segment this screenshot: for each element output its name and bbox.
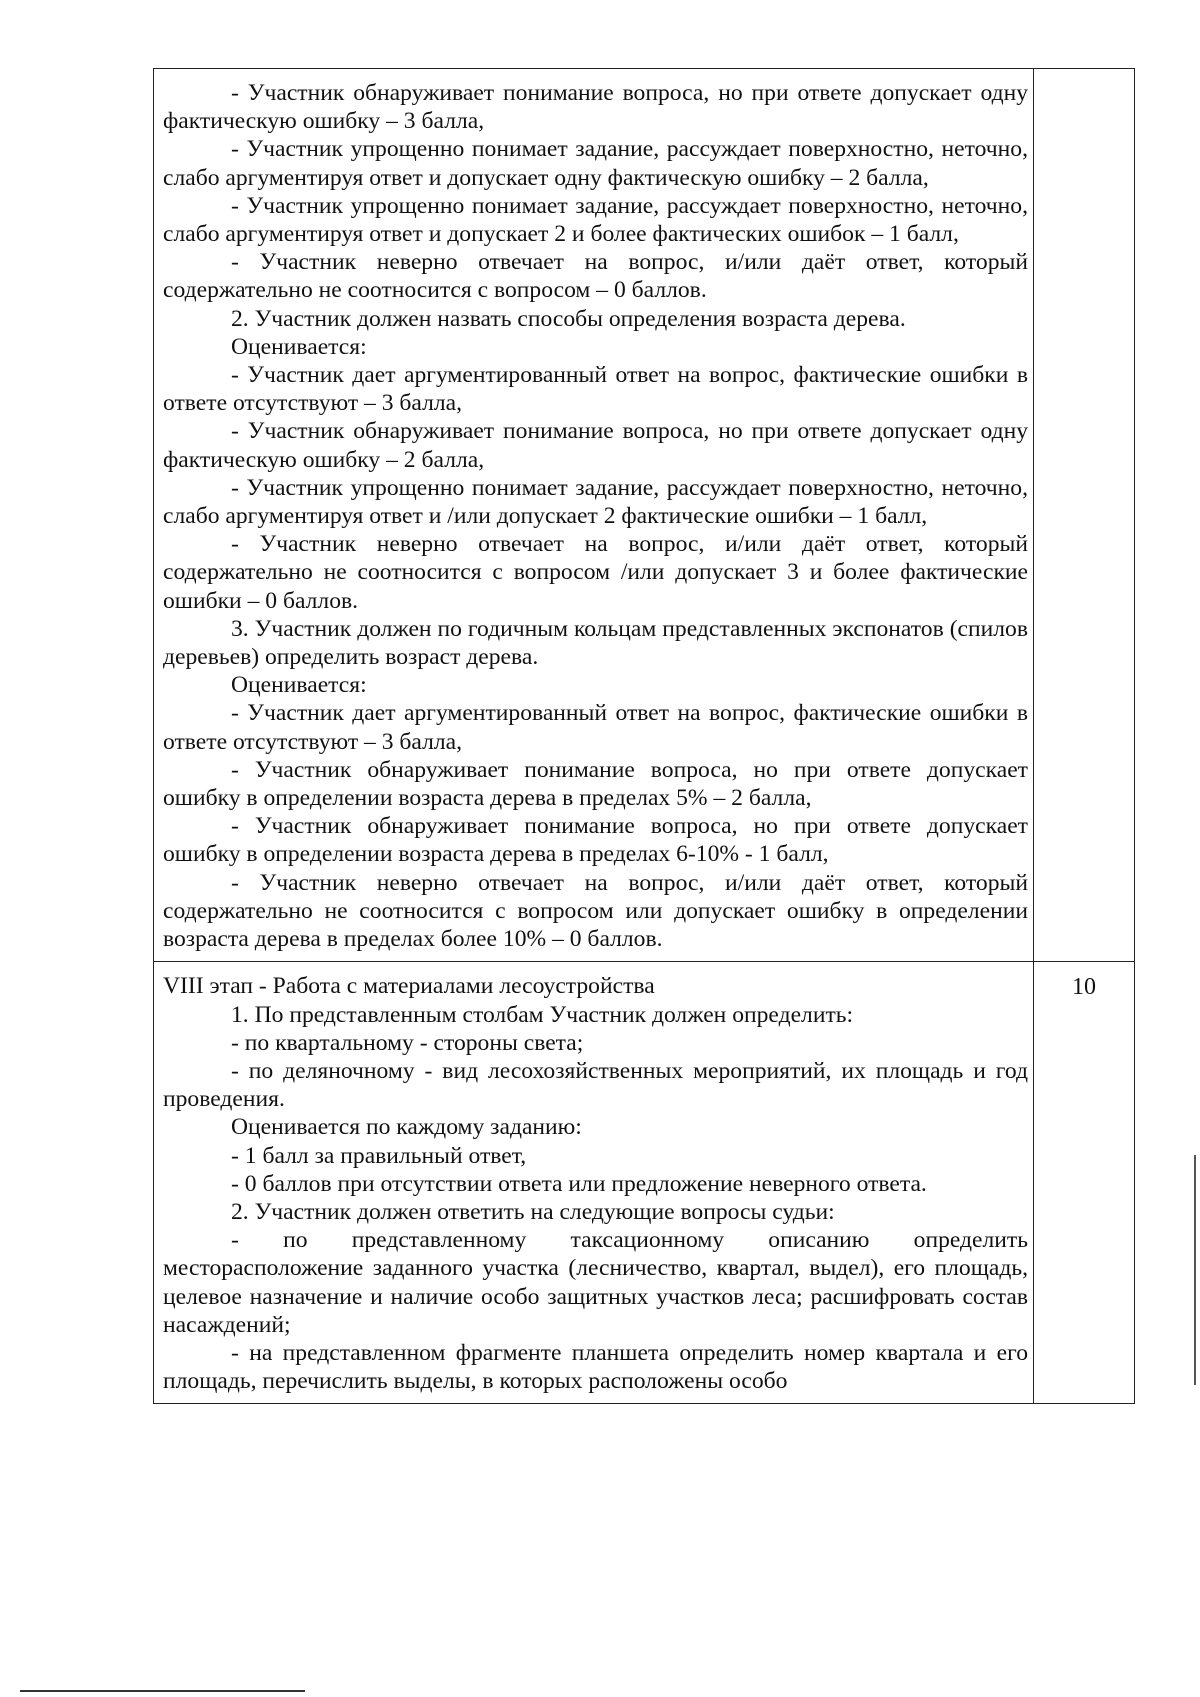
- criteria-paragraph: - Участник неверно отвечает на вопрос, и/или даёт ответ, который содержательно не соотносится с вопросом или допускает ошибку в определении возраста дерева в пределах более 10% – 0 баллов.: [163, 869, 1028, 953]
- criteria-paragraph: - Участник обнаруживает понимание вопроса, но при ответе допускает одну фактическую ошибку – 2 балла,: [163, 418, 1028, 473]
- criteria-paragraph: Оценивается:: [231, 672, 367, 699]
- criteria-paragraph: 2. Участник должен назвать способы определения возраста дерева.: [231, 305, 906, 332]
- criteria-paragraph: - Участник неверно отвечает на вопрос, и/или даёт ответ, который содержательно не соотносится с вопросом – 0 баллов.: [163, 249, 1028, 304]
- criteria-table: [153, 68, 1135, 1404]
- criteria-paragraph: 3. Участник должен по годичным кольцам представленных экспонатов (спилов деревьев) определить возраст дерева.: [163, 615, 1028, 671]
- criteria-cell: [154, 69, 1034, 961]
- criteria-paragraph: - Участник упрощенно понимает задание, рассуждает поверхностно, неточно, слабо аргументируя ответ и допускает одну фактическую ошибку – 2 балла,: [163, 136, 1028, 191]
- criteria-paragraph: - Участник дает аргументированный ответ на вопрос, фактические ошибки в ответе отсутствуют – 3 балла,: [163, 700, 1028, 755]
- criteria-paragraph: - Участник обнаруживает понимание вопроса, но при ответе допускает ошибку в определении возраста дерева в пределах 6-10% - 1 балл,: [163, 813, 1028, 868]
- footnote-divider: [20, 1690, 305, 1692]
- criteria-paragraph: - Участник упрощенно понимает задание, рассуждает поверхностно, неточно, слабо аргументируя ответ и /или допускает 2 фактические ошибки – 1 балл,: [163, 474, 1028, 530]
- criteria-cell: [154, 962, 1034, 1403]
- criteria-paragraph: - на представленном фрагменте планшета определить номер квартала и его площадь, перечислить выделы, в которых расположены особо: [163, 1339, 1028, 1395]
- table-row: [154, 961, 1134, 1403]
- criteria-paragraph: 2. Участник должен ответить на следующие вопросы судьи:: [231, 1198, 835, 1225]
- criteria-paragraph: 1. По представленным столбам Участник должен определить:: [231, 1001, 854, 1028]
- criteria-paragraph: - Участник обнаруживает понимание вопроса, но при ответе допускает одну фактическую ошибку – 3 балла,: [163, 80, 1028, 135]
- score-cell: 10: [1072, 974, 1096, 1001]
- score-cell: [1034, 69, 1134, 961]
- criteria-paragraph: - Участник неверно отвечает на вопрос, и/или даёт ответ, который содержательно не соотносится с вопросом /или допускает 3 и более фактические ошибки – 0 баллов.: [163, 531, 1028, 614]
- criteria-paragraph: - по квартальному - стороны света;: [231, 1029, 584, 1056]
- stage-heading: VIII этап - Работа с материалами лесоустройства: [163, 973, 655, 1000]
- table-row: [154, 69, 1134, 961]
- criteria-paragraph: - по деляночному - вид лесохозяйственных мероприятий, их площадь и год проведения.: [163, 1057, 1028, 1113]
- criteria-paragraph: - Участник дает аргументированный ответ на вопрос, фактические ошибки в ответе отсутствуют – 3 балла,: [163, 362, 1028, 417]
- scan-edge-mark: [1194, 1155, 1196, 1385]
- criteria-paragraph: Оценивается по каждому заданию:: [231, 1114, 582, 1141]
- criteria-paragraph: - Участник упрощенно понимает задание, рассуждает поверхностно, неточно, слабо аргументируя ответ и допускает 2 и более фактических ошибок – 1 балл,: [163, 192, 1028, 248]
- criteria-paragraph: Оценивается:: [231, 333, 367, 360]
- criteria-paragraph: - по представленному таксационному описанию определить месторасположение заданного участка (лесничество, квартал, выдел), его площадь, целевое назначение и наличие особо защитных участков леса; расшифровать состав насаждений;: [163, 1227, 1028, 1338]
- criteria-paragraph: - 1 балл за правильный ответ,: [231, 1142, 527, 1169]
- criteria-paragraph: - 0 баллов при отсутствии ответа или предложение неверного ответа.: [231, 1170, 927, 1197]
- criteria-paragraph: - Участник обнаруживает понимание вопроса, но при ответе допускает ошибку в определении возраста дерева в пределах 5% – 2 балла,: [163, 756, 1028, 812]
